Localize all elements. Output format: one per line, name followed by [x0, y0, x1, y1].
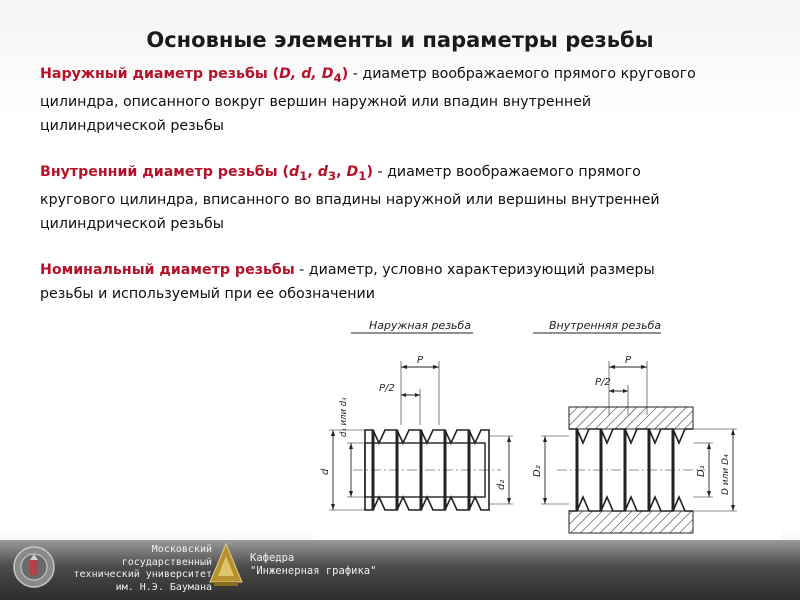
- term-separator: ,: [336, 164, 347, 180]
- definition-text: - диаметр, условно характеризующий размеры: [294, 262, 655, 278]
- definition-text: цилиндра, описанного вокруг вершин наружной или впадин внутренней: [40, 93, 592, 110]
- definition-line: [40, 258, 760, 282]
- pitch-label: P: [625, 355, 632, 366]
- term-separator: ,: [307, 164, 318, 180]
- term-symbol: D: [346, 164, 359, 180]
- term-text: Наружный диаметр резьбы (: [40, 66, 280, 82]
- term-subscript: 4: [333, 70, 342, 85]
- definition-text: кругового цилиндра, вписанного во впадины наружной или вершины внутренней: [40, 191, 660, 208]
- department-name: [250, 552, 410, 578]
- slide-title: Основные элементы и параметры резьбы: [146, 28, 654, 52]
- definition-inner-diameter: [40, 160, 760, 236]
- definition-line: [40, 62, 760, 90]
- external-thread-title: Наружная резьба: [369, 319, 472, 332]
- department-line: "Инженерная графика": [250, 565, 377, 577]
- university-name: [62, 544, 212, 594]
- university-line: Московский государственный: [121, 544, 212, 568]
- term-symbol: d: [317, 164, 328, 180]
- half-pitch-label: P/2: [379, 383, 395, 394]
- definition-text: - диаметр воображаемого прямого: [372, 164, 641, 180]
- ext-pitch-diameter-label: d₂: [496, 479, 507, 490]
- external-thread: [320, 355, 513, 510]
- term-label: [40, 66, 349, 85]
- thread-diagram: [313, 305, 781, 557]
- thread-drawing: [313, 305, 781, 557]
- university-line: технический университет: [73, 569, 212, 580]
- department-logo-icon: [206, 540, 246, 590]
- term-close: ): [341, 66, 349, 82]
- term-subscript: 1: [358, 168, 367, 183]
- int-pitch-diameter-label: D₂: [532, 465, 543, 477]
- definition-text: - диаметр воображаемого прямого кругового: [348, 66, 696, 82]
- ext-major-diameter-label: d: [320, 468, 331, 475]
- term-subscript: 1: [299, 168, 308, 183]
- definition-text: цилиндрической резьбы: [40, 215, 224, 232]
- definition-text: резьбы и используемый при ее обозначении: [40, 286, 375, 302]
- university-line: им. Н.Э. Баумана: [115, 581, 212, 593]
- term-label: Номинальный диаметр резьбы: [40, 262, 295, 278]
- term-subscript: 3: [327, 168, 337, 183]
- internal-thread-title: Внутренняя резьба: [549, 319, 662, 332]
- definition-line: [40, 160, 760, 188]
- definition-nominal-diameter: [40, 258, 760, 306]
- pitch-label: P: [417, 355, 424, 366]
- term-label: [40, 164, 373, 183]
- term-symbol: d: [288, 164, 300, 180]
- half-pitch-label: P/2: [595, 377, 611, 388]
- int-major-diameter-label: D или D₄: [721, 454, 731, 495]
- department-line: Кафедра: [250, 552, 295, 564]
- int-minor-diameter-label: D₁: [696, 465, 707, 477]
- term-text: Внутренний диаметр резьбы (: [40, 164, 289, 180]
- university-emblem-icon: [12, 545, 56, 589]
- definition-outer-diameter: [40, 62, 760, 138]
- internal-thread: [532, 355, 737, 533]
- term-symbol: D, d, D: [279, 66, 334, 82]
- term-close: ): [366, 164, 373, 180]
- ext-minor-diameter-label: d₁ или d₃: [339, 397, 349, 437]
- definition-text: цилиндрической резьбы: [40, 117, 224, 134]
